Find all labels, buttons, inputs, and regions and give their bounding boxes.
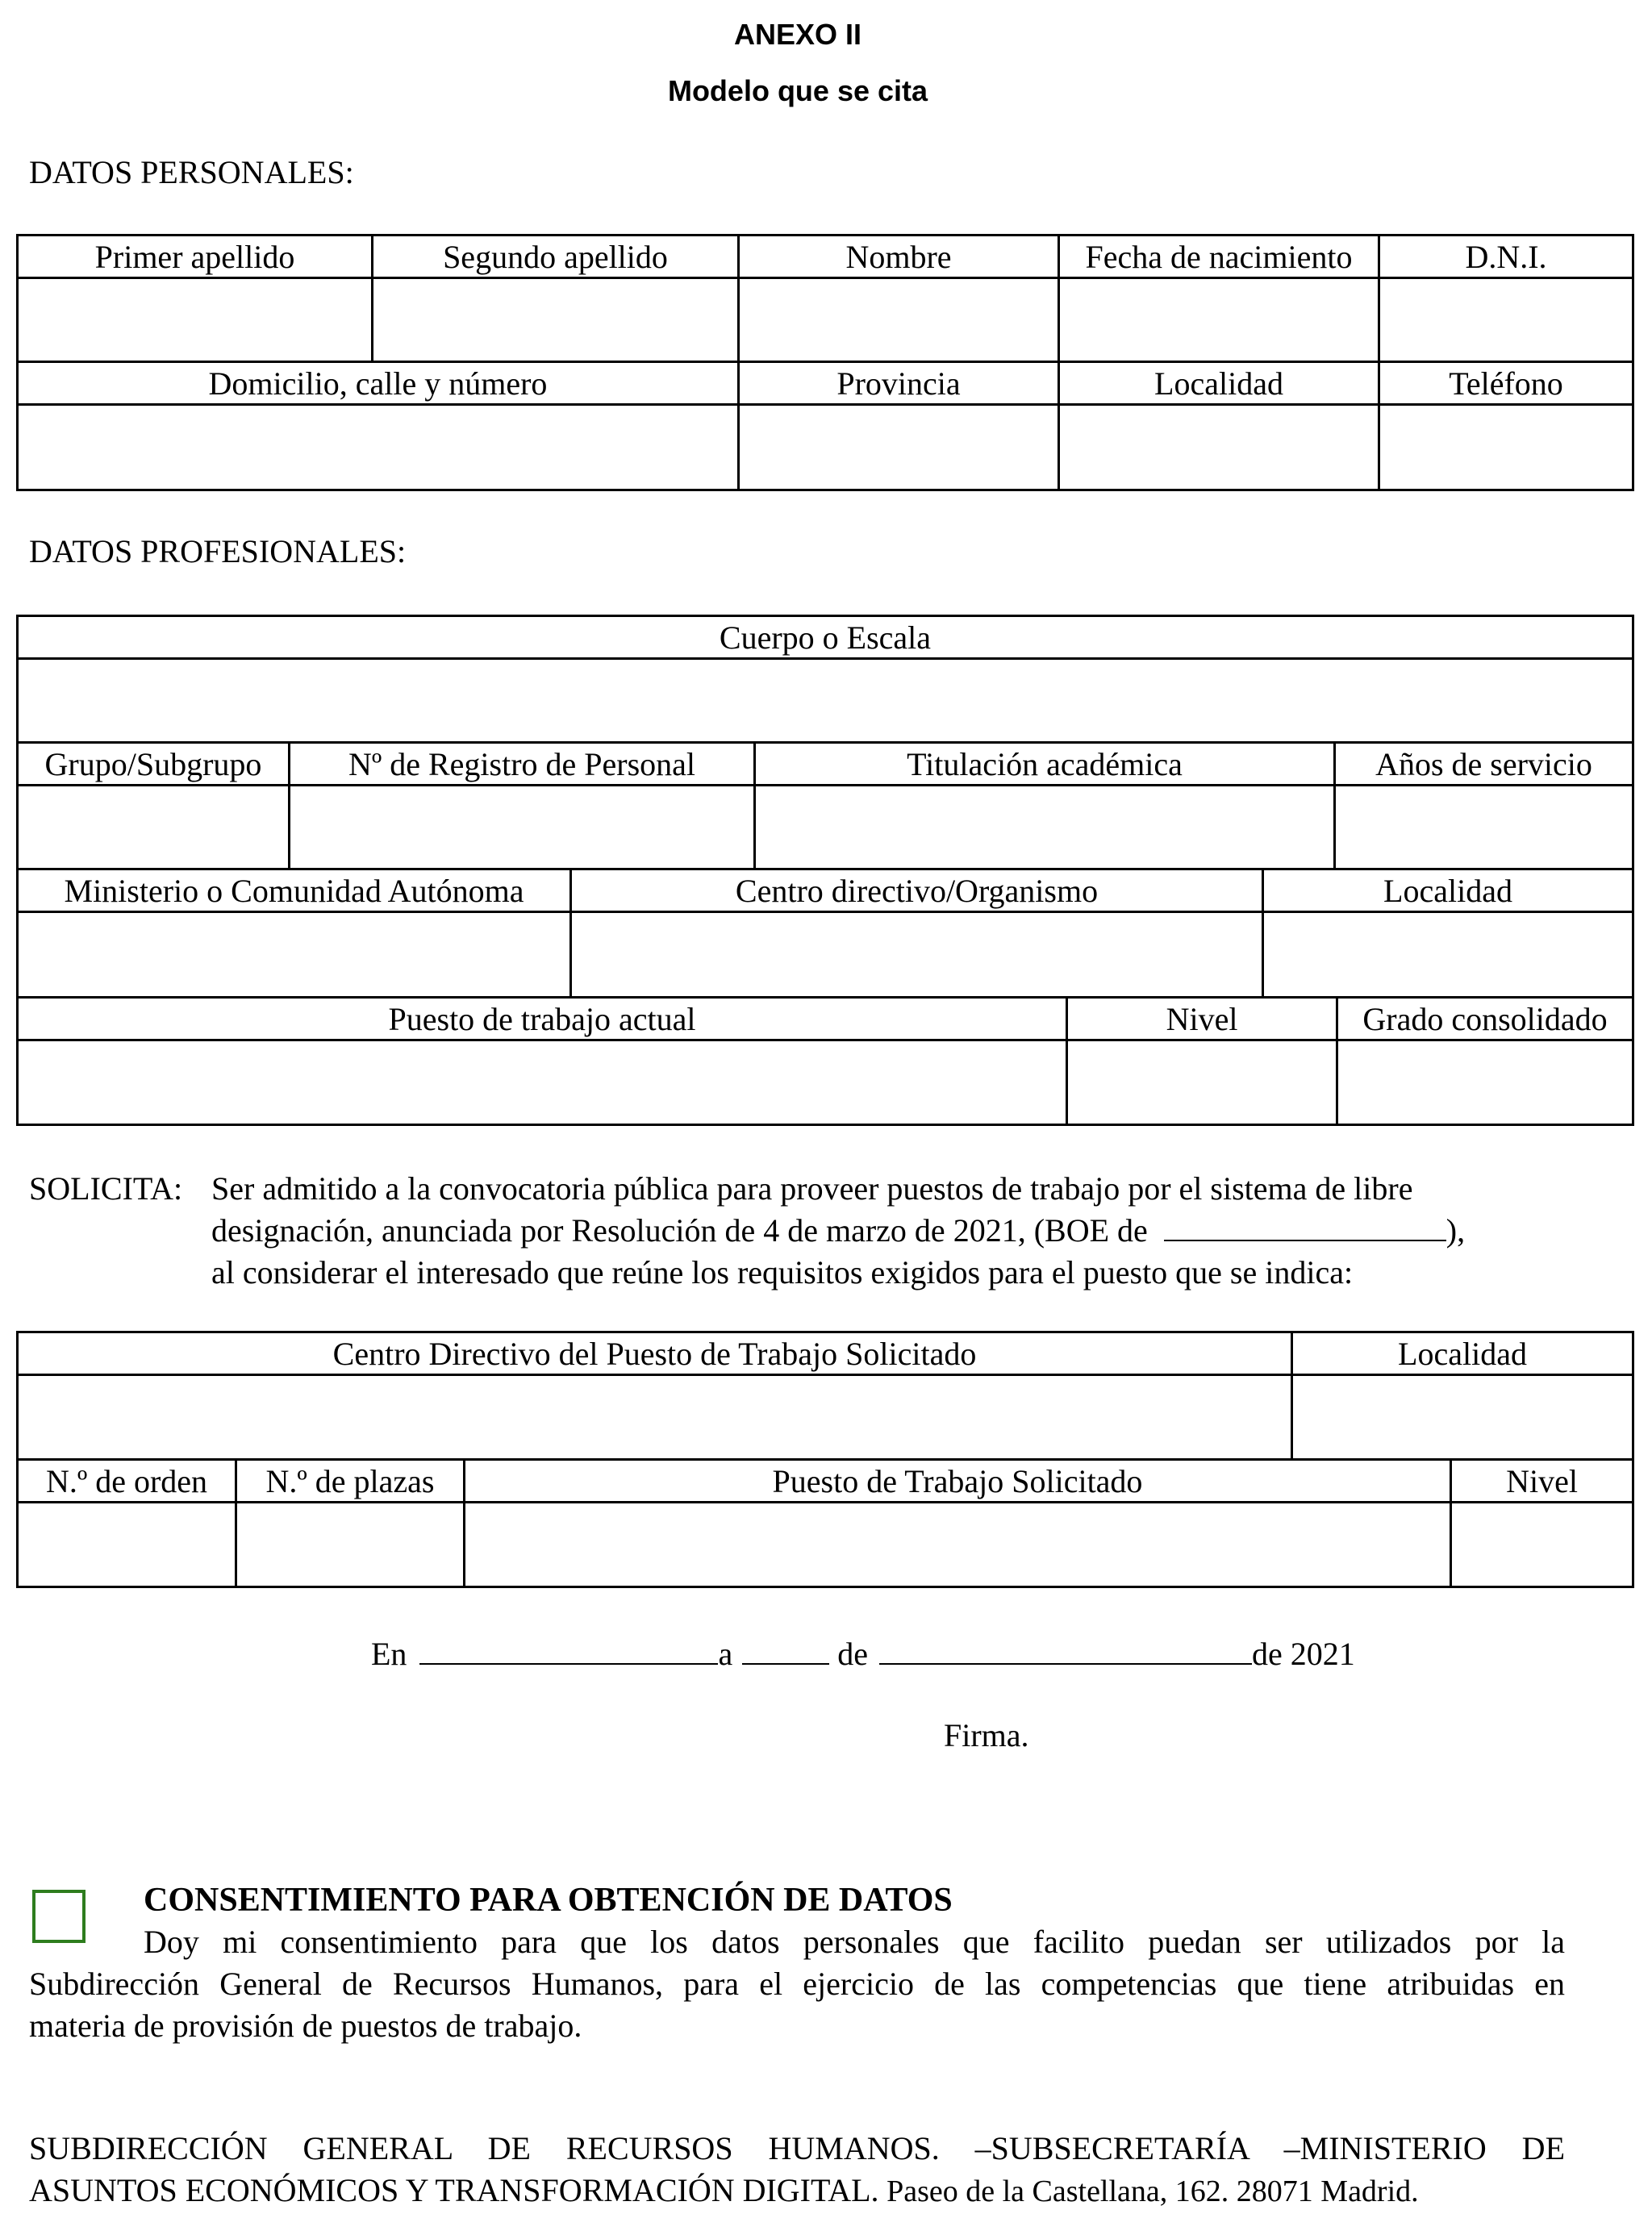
- header-cell: [569, 868, 1264, 913]
- label-grado-consolidado: Grado consolidado: [1362, 1001, 1608, 1037]
- label-puesto-actual: Puesto de trabajo actual: [388, 1001, 696, 1037]
- label-cuerpo-escala: Cuerpo o Escala: [719, 619, 932, 656]
- annex-subtitle: Modelo que se cita: [667, 74, 928, 107]
- grado-consolidado-field[interactable]: [1336, 1039, 1634, 1126]
- puesto-solicitado-field[interactable]: [463, 1501, 1452, 1588]
- footer-line-2-address: Paseo de la Castellana, 162. 28071 Madrid.: [878, 2174, 1419, 2208]
- date-de-label: de: [837, 1636, 868, 1672]
- nivel-field[interactable]: [1066, 1039, 1338, 1126]
- telefono-field[interactable]: [1378, 403, 1634, 491]
- solicita-line-2-end: ),: [1446, 1212, 1466, 1249]
- header-cell: [753, 741, 1336, 786]
- day-field[interactable]: [742, 1636, 829, 1665]
- label-puesto-solicitado: Puesto de Trabajo Solicitado: [772, 1463, 1143, 1499]
- domicilio-field[interactable]: [16, 403, 740, 491]
- primer-apellido-field[interactable]: [16, 277, 373, 363]
- header-cell: [288, 741, 756, 786]
- segundo-apellido-field[interactable]: [371, 277, 740, 363]
- date-line: [371, 1633, 1355, 1675]
- header-cell: [1058, 234, 1380, 279]
- req-localidad-field[interactable]: [1291, 1374, 1634, 1461]
- boe-date-field[interactable]: [1164, 1212, 1446, 1241]
- solicita-line-2: [211, 1210, 1465, 1252]
- label-numero-plazas: N.º de plazas: [265, 1463, 435, 1499]
- numero-plazas-field[interactable]: [235, 1501, 465, 1588]
- header-cell: [737, 234, 1060, 279]
- header-cell: [371, 234, 740, 279]
- header-cell: [463, 1458, 1452, 1503]
- label-primer-apellido: Primer apellido: [94, 239, 295, 275]
- label-grupo-subgrupo: Grupo/Subgrupo: [44, 746, 262, 782]
- puesto-actual-field[interactable]: [16, 1039, 1068, 1126]
- header-cell: [235, 1458, 465, 1503]
- header-cell: [1378, 361, 1634, 406]
- consent-checkbox[interactable]: [32, 1890, 86, 1943]
- header-cell: [16, 996, 1068, 1041]
- label-ministerio: Ministerio o Comunidad Autónoma: [64, 873, 524, 909]
- header-cell: [16, 1331, 1293, 1376]
- prof-localidad-field[interactable]: [1262, 911, 1634, 999]
- label-req-nivel: Nivel: [1506, 1463, 1578, 1499]
- header-cell: [16, 868, 572, 913]
- provincia-field[interactable]: [737, 403, 1060, 491]
- date-en-label: En: [371, 1636, 407, 1672]
- solicita-label: SOLICITA:: [29, 1170, 183, 1207]
- personal-section-title: DATOS PERSONALES:: [29, 154, 354, 190]
- consent-line-2: Subdirección General de Recursos Humanos, para el ejercicio de las competencias que tiene atribuidas en: [29, 1966, 1565, 2002]
- numero-orden-field[interactable]: [16, 1501, 237, 1588]
- date-a-label: a: [718, 1636, 733, 1672]
- header-cell: [16, 234, 373, 279]
- ministerio-field[interactable]: [16, 911, 572, 999]
- centro-directivo-solicitado-field[interactable]: [16, 1374, 1293, 1461]
- label-segundo-apellido: Segundo apellido: [443, 239, 668, 275]
- professional-section-title: DATOS PROFESIONALES:: [29, 533, 407, 569]
- header-cell: [1066, 996, 1338, 1041]
- label-domicilio: Domicilio, calle y número: [208, 365, 548, 402]
- date-year-label: de 2021: [1251, 1636, 1355, 1672]
- consent-line-1: Doy mi consentimiento para que los datos personales que facilito puedan ser utilizados por la: [144, 1924, 1565, 1960]
- label-titulacion: Titulación académica: [907, 746, 1183, 782]
- req-nivel-field[interactable]: [1450, 1501, 1634, 1588]
- label-provincia: Provincia: [836, 365, 961, 402]
- header-cell: [16, 1458, 237, 1503]
- header-cell: [1333, 741, 1634, 786]
- label-localidad: Localidad: [1154, 365, 1283, 402]
- solicita-line-2-text: designación, anunciada por Resolución de 4 de marzo de 2021, (BOE de: [211, 1212, 1148, 1249]
- footer-line-2: [29, 2170, 1419, 2212]
- header-cell: [737, 361, 1060, 406]
- anos-servicio-field[interactable]: [1333, 784, 1634, 870]
- consent-line-3: materia de provisión de puestos de trabajo.: [29, 2008, 582, 2044]
- dni-field[interactable]: [1378, 277, 1634, 363]
- label-dni: D.N.I.: [1465, 239, 1547, 275]
- label-nombre: Nombre: [845, 239, 952, 275]
- nombre-field[interactable]: [737, 277, 1060, 363]
- footer-line-2-upper: ASUNTOS ECONÓMICOS Y TRANSFORMACIÓN DIGITAL.: [29, 2172, 879, 2208]
- header-cell: [16, 741, 290, 786]
- solicita-line-1: Ser admitido a la convocatoria pública para proveer puestos de trabajo por el sistema de libre: [211, 1170, 1413, 1207]
- header-cell: [1262, 868, 1634, 913]
- header-cell: [1058, 361, 1380, 406]
- header-cell: [1378, 234, 1634, 279]
- label-numero-orden: N.º de orden: [45, 1463, 208, 1499]
- label-prof-localidad: Localidad: [1383, 873, 1512, 909]
- localidad-field[interactable]: [1058, 403, 1380, 491]
- label-fecha-nacimiento: Fecha de nacimiento: [1085, 239, 1353, 275]
- place-field[interactable]: [419, 1636, 718, 1665]
- label-anos-servicio: Años de servicio: [1375, 746, 1592, 782]
- solicita-line-3: al considerar el interesado que reúne los requisitos exigidos para el puesto que se indica:: [211, 1254, 1354, 1290]
- titulacion-field[interactable]: [753, 784, 1336, 870]
- footer-line-1: SUBDIRECCIÓN GENERAL DE RECURSOS HUMANOS. –SUBSECRETARÍA –MINISTERIO DE: [29, 2130, 1565, 2166]
- header-cell: [16, 615, 1634, 660]
- fecha-nacimiento-field[interactable]: [1058, 277, 1380, 363]
- header-cell: [1450, 1458, 1634, 1503]
- label-centro-directivo: Centro directivo/Organismo: [735, 873, 1099, 909]
- header-cell: [1291, 1331, 1634, 1376]
- header-cell: [1336, 996, 1634, 1041]
- label-telefono: Teléfono: [1449, 365, 1563, 402]
- registro-personal-field[interactable]: [288, 784, 756, 870]
- header-cell: [16, 361, 740, 406]
- firma-label: Firma.: [944, 1717, 1029, 1753]
- label-req-localidad: Localidad: [1398, 1336, 1527, 1372]
- cuerpo-escala-field[interactable]: [16, 657, 1634, 744]
- label-registro-personal: Nº de Registro de Personal: [348, 746, 696, 782]
- grupo-subgrupo-field[interactable]: [16, 784, 290, 870]
- label-nivel: Nivel: [1166, 1001, 1238, 1037]
- consent-title: CONSENTIMIENTO PARA OBTENCIÓN DE DATOS: [144, 1882, 953, 1919]
- label-centro-directivo-solicitado: Centro Directivo del Puesto de Trabajo Solicitado: [332, 1336, 977, 1372]
- annex-title: ANEXO II: [733, 18, 862, 51]
- centro-directivo-field[interactable]: [569, 911, 1264, 999]
- month-field[interactable]: [879, 1636, 1252, 1665]
